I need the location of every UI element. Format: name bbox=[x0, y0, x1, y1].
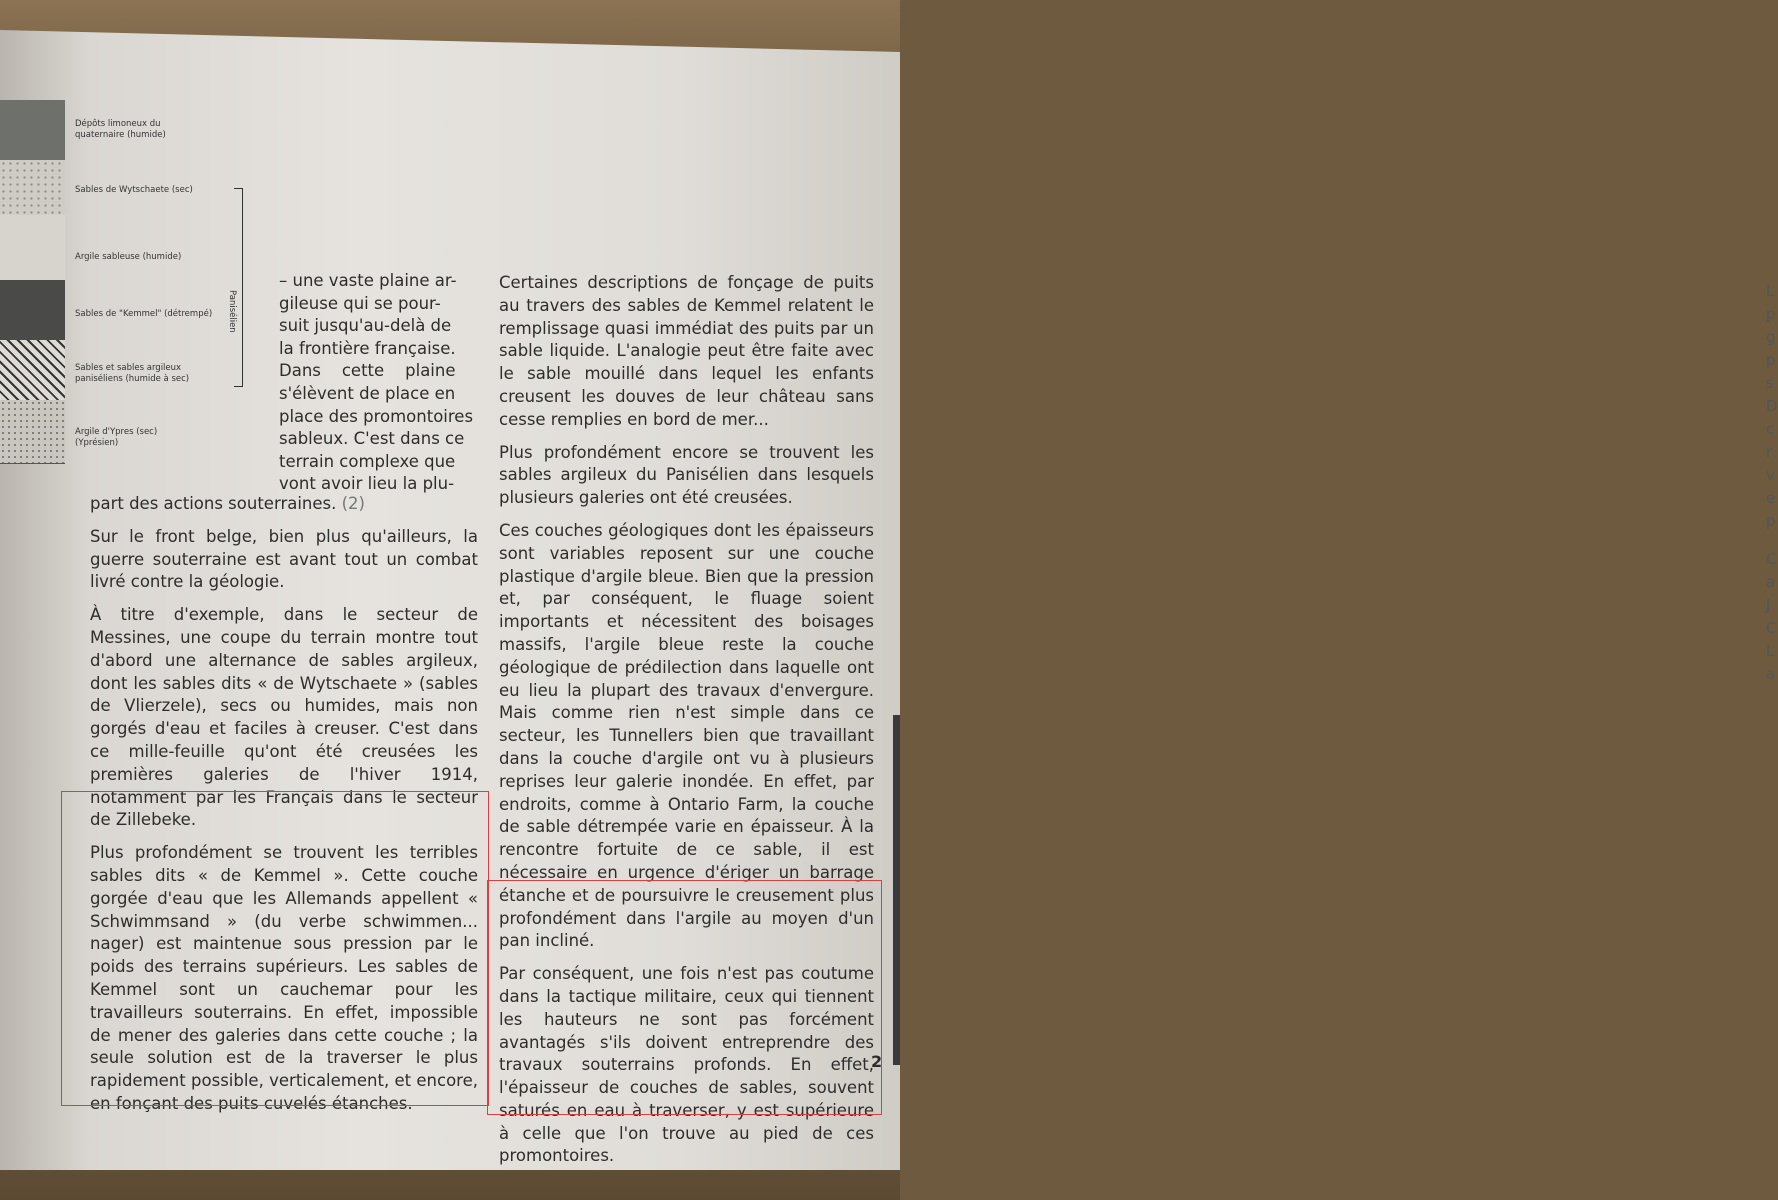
page-number: 2 bbox=[871, 1052, 883, 1071]
intro-line: la frontière française. bbox=[279, 338, 456, 358]
edge-letter: g bbox=[1766, 328, 1776, 346]
edge-letter: s bbox=[1766, 374, 1774, 392]
edge-letter: c bbox=[1766, 420, 1775, 438]
legend-label-ypres-clay: Argile d'Ypres (sec) (Yprésien) bbox=[75, 427, 158, 448]
paniselian-bracket bbox=[234, 188, 243, 387]
paragraph-belgian-front: Sur le front belge, bien plus qu'ailleurs, la guerre souterraine est avant tout un combat livré contre la géologie. bbox=[90, 526, 478, 592]
edge-letter: p bbox=[1766, 351, 1776, 369]
stratum-swatch-paniselian bbox=[0, 340, 65, 401]
stratum-swatch-kemmel bbox=[0, 280, 65, 341]
edge-letter: p bbox=[1766, 512, 1776, 530]
edge-letter: L bbox=[1766, 642, 1775, 660]
intro-end-text: part des actions souterraines. bbox=[90, 494, 337, 513]
next-page-photo-edge bbox=[893, 715, 900, 1065]
legend-label-quaternary: Dépôts limoneux du quaternaire (humide) bbox=[75, 119, 166, 140]
intro-line: Dans cette plaine bbox=[279, 361, 456, 381]
footnote-reference: (2) bbox=[341, 494, 365, 513]
intro-line: s'élèvent de place en bbox=[279, 383, 456, 403]
edge-letter: e bbox=[1766, 489, 1776, 507]
stratum-swatch-wytschaete bbox=[0, 160, 65, 216]
edge-letter: a bbox=[1766, 665, 1776, 683]
stratum-swatch-quaternary bbox=[0, 100, 65, 161]
edge-letter: C bbox=[1766, 619, 1777, 637]
intro-line: place des promontoires bbox=[279, 406, 474, 426]
intro-line: vont avoir lieu la plu- bbox=[279, 474, 455, 494]
paragraph-shaft-sinking: Certaines descriptions de fonçage de puits au travers des sables de Kemmel relatent le remplissage quasi immédiat des puits par un sable liquide. L'analogie peut être faite avec le sable mouillé dans lequel les enfants creusent les douves de leur château sans cesse remplies en bord de mer... bbox=[499, 273, 874, 429]
paragraph-messines: À titre d'exemple, dans le secteur de Messines, une coupe du terrain montre tout d'abord une alternance de sables argileux, dont les sables dits « de Wytschaete » (sables de Vlierzele), secs ou humides, mais non gorgés d'eau et faciles à creuser. C'est dans ce mille-feuille qu'ont été creusées les premières galeries de l'hiver 1914, notamment par les Français dans le secteur de Zillebeke. bbox=[90, 605, 478, 830]
edge-letter: D bbox=[1766, 397, 1778, 415]
intro-lines bbox=[279, 270, 477, 496]
edge-letter: r bbox=[1766, 443, 1773, 461]
paragraph-blue-clay: Ces couches géologiques dont les épaisseurs sont variables reposent sur une couche plastique d'argile bleue. Bien que la pression et, par conséquent, le fluage soient importants et nécessitent des boisages massifs, l'argile bleue reste la couche géologique de prédilection dans laquelle ont eu lieu la plupart des travaux d'envergure. Mais comme rien n'est simple dans ce secteur, les Tunnellers bien que travaillant dans la couche d'argile ont vu à plusieurs reprises leur galerie inondée. En effet, par endroits, comme à Ontario Farm, la couche de sable détrempée varie en épaisseur. À la rencontre fortuite de ce sable, il est nécessaire en urgence d'ériger un barrage étanche et de poursuivre le creusement plus profondément dans l'argile au moyen d'un pan incliné. bbox=[499, 520, 874, 951]
edge-letter: J bbox=[1766, 596, 1771, 614]
edge-letter: C bbox=[1766, 550, 1777, 568]
intro-line: gileuse qui se pour- bbox=[279, 293, 441, 313]
geological-strata-legend bbox=[0, 100, 65, 463]
intro-line: terrain complexe que bbox=[279, 451, 456, 471]
edge-letter: L bbox=[1766, 282, 1775, 300]
paragraph-heights: Par conséquent, une fois n'est pas coutume dans la tactique militaire, ceux qui tiennent les hauteurs ne sont pas forcément avantagés s'ils doivent entreprendre des travaux souterrains profonds. En effet, l'épaisseur de couches de sables, souvent saturés en eau à traverser, y est supérieure à celle que l'on trouve au pied de ces promontoires. bbox=[499, 964, 874, 1166]
stratum-swatch-ypres-clay bbox=[0, 400, 65, 464]
paniselian-bracket-label: Panisélien bbox=[227, 290, 237, 333]
edge-letter: p bbox=[1766, 305, 1776, 323]
stratum-swatch-sandy-clay bbox=[0, 215, 65, 281]
legend-label-paniselian: Sables et sables argileux paniséliens (humide à sec) bbox=[75, 363, 190, 384]
intro-line: – une vaste plaine ar- bbox=[279, 271, 457, 290]
legend-label-wytschaete: Sables de Wytschaete (sec) bbox=[75, 185, 193, 195]
legend-label-sandy-clay: Argile sableuse (humide) bbox=[75, 252, 182, 262]
paragraph-paniselian: Plus profondément encore se trouvent les sables argileux du Panisélien dans lesquels plusieurs galeries ont été creusées. bbox=[499, 442, 874, 508]
legend-label-kemmel: Sables de "Kemmel" (détrempé) bbox=[75, 309, 213, 319]
edge-letter: a bbox=[1766, 573, 1776, 591]
intro-line: sableux. C'est dans ce bbox=[279, 429, 465, 449]
paragraph-kemmel-sands: Plus profondément se trouvent les terribles sables dits « de Kemmel ». Cette couche gorgée d'eau que les Allemands appellent « Schwimmsand » (du verbe schwimmen... nager) est maintenue sous pression par le poids des terrains supérieurs. Les sables de Kemmel sont un cauchemar pour les travailleurs souterrains. En effet, impossible de mener des galeries dans cette couche ; la seule solution est de la traverser le plus rapidement possible, verticalement, et encore, en fonçant des puits cuvelés étanches. bbox=[90, 843, 478, 1113]
edge-letter: v bbox=[1766, 466, 1775, 484]
intro-line: suit jusqu'au-delà de bbox=[279, 316, 452, 336]
right-column-body bbox=[499, 272, 874, 1178]
left-column-body bbox=[90, 493, 478, 1126]
